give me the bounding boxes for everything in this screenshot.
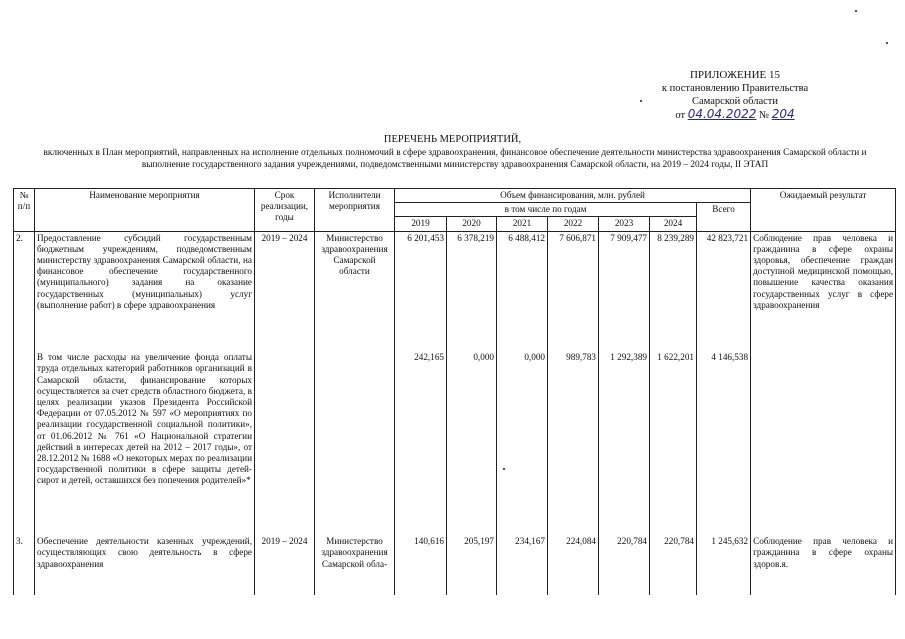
table-row [14,351,896,535]
row-value: 6 201,453 [395,231,447,351]
header-year: 2024 [650,217,697,231]
row-term: 2019 – 2024 [255,535,315,595]
header-year: 2020 [447,217,497,231]
row-term: 2019 – 2024 [255,231,315,351]
appendix-block [625,69,845,122]
appendix-line-1: к постановлению Правительства [661,83,809,94]
header-year: 2023 [599,217,650,231]
header-total: Всего [697,203,751,231]
row-value: 7 606,871 [548,231,599,351]
row-num [14,351,35,535]
row-value: 1 292,389 [599,351,650,535]
header-term: Срок реализации, годы [255,189,315,232]
number-sign: № [759,110,770,121]
row-executors: Министерство здравоохранения Самарской обла- [315,535,395,595]
row-value: 1 622,201 [650,351,697,535]
row-value: 220,784 [599,535,650,595]
row-value: 234,167 [497,535,548,595]
row-result: Соблюдение прав человека и гражданина в сфере охраны здоров.я. [751,535,896,595]
handwritten-number: 204 [771,107,795,121]
row-result [751,351,896,535]
scan-speck [503,468,505,470]
row-value: 220,784 [650,535,697,595]
row-total: 1 245,632 [697,535,751,595]
header-executors: Исполнители мероприятия [315,189,395,232]
header-num: № п/п [14,189,35,232]
appendix-title: ПРИЛОЖЕНИЕ 15 [689,69,781,81]
document-subtitle: включенных в План мероприятий, направленных на исполнение отдельных полномочий в сфере здравоохранения, финансовое обеспечение деятельности министерства здравоохранения Самарской области и выполнение государственного задания учреждениями, подведомственными министерству здравоохранения Самарской области, на 2019 – 2024 годы, II ЭТАП [43,148,867,170]
document-title: ПЕРЕЧЕНЬ МЕРОПРИЯТИЙ, [383,134,522,145]
row-value: 6 488,412 [497,231,548,351]
header-result: Ожидаемый результат [751,189,896,232]
measures-table [13,188,896,595]
row-value: 7 909,477 [599,231,650,351]
row-value: 242,165 [395,351,447,535]
row-name: В том числе расходы на увеличение фонда оплаты труда отдельных категорий работников организаций в Самарской области, финансирование которых осуществляется за счет средств областного бюджета, в целях реализации указов Президента Российской Федерации от 07.05.2012 № 597 «О мероприятиях по реализации государственной социальной политики», от 01.06.2012 № 761 «О Национальной стратегии действий в интересах детей на 2012 – 2017 годы», от 28.12.2012 № 1688 «О некоторых мерах по реализации государственной политики в сфере защиты детей-сирот и детей, оставшихся без попечения родителей»* [35,351,255,535]
row-num: 2. [14,231,35,351]
appendix-date-line [625,108,845,122]
row-result: Соблюдение прав человека и гражданина в сфере охраны здоровья, обеспечение граждан доступной медицинской помощью, повышение качества оказания государственных услуг в сфере здравоохранения [751,231,896,351]
date-prefix: от [675,110,686,121]
row-total: 42 823,721 [697,231,751,351]
row-name: Предоставление субсидий государственным бюджетным учреждениям, подведомственным министерству здравоохранения Самарской области, на финансовое обеспечение государственного (муниципального) задания на оказание государственных (муниципальных) услуг (выполнение работ) в сфере здравоохранения [35,231,255,351]
scan-speck [855,10,857,12]
row-name: Обеспечение деятельности казенных учреждений, осуществляющих свою деятельность в сфере здравоохранения [35,535,255,595]
row-value: 0,000 [447,351,497,535]
table-row [14,535,896,595]
row-value: 205,197 [447,535,497,595]
row-num: 3. [14,535,35,595]
scan-speck [886,42,888,44]
appendix-line-2: Самарской области [692,96,778,107]
table-row [14,231,896,351]
header-by-years: в том числе по годам [395,203,697,217]
row-value: 224,084 [548,535,599,595]
row-executors [315,351,395,535]
header-year: 2022 [548,217,599,231]
header-row-1 [14,189,896,203]
row-value: 140,616 [395,535,447,595]
header-funding: Объем финансирования, млн. рублей [395,189,751,203]
row-value: 8 239,289 [650,231,697,351]
row-value: 6 378,219 [447,231,497,351]
header-name: Наименование мероприятия [35,189,255,232]
row-executors: Министерство здравоохранения Самарской области [315,231,395,351]
scan-speck [640,100,642,102]
row-term [255,351,315,535]
header-year: 2019 [395,217,447,231]
row-total: 4 146,538 [697,351,751,535]
handwritten-date: 04.04.2022 [687,107,757,121]
row-value: 0,000 [497,351,548,535]
header-year: 2021 [497,217,548,231]
row-value: 989,783 [548,351,599,535]
